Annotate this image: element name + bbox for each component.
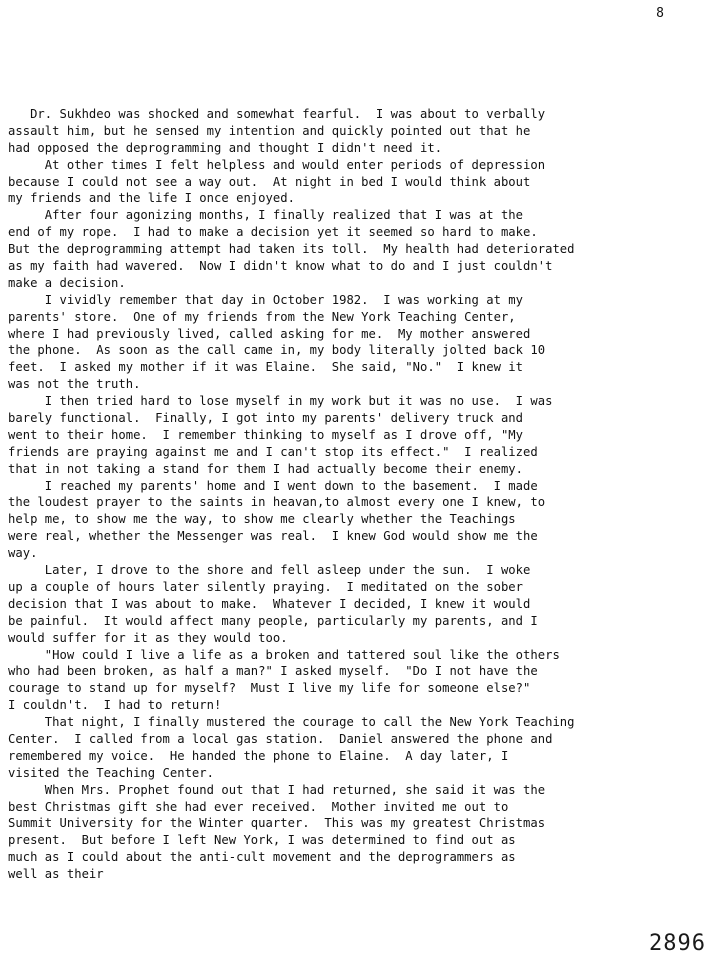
text-line: After four agonizing months, I finally realized that I was at the (8, 208, 524, 223)
text-line: "How could I live a life as a broken and tattered soul like the others (8, 647, 560, 662)
text-line: Summit University for the Winter quarter. This was my greatest Christmas (8, 816, 546, 831)
text-line: Center. I called from a local gas station. Daniel answered the phone and (8, 731, 553, 746)
text-line: present. But before I left New York, I was determined to find out as (8, 833, 516, 848)
page-number: 8 (656, 6, 664, 21)
text-line: the loudest prayer to the saints in heavan,to almost every one I knew, to (8, 495, 546, 510)
text-line: I reached my parents' home and I went down to the basement. I made (8, 478, 538, 493)
text-line: At other times I felt helpless and would enter periods of depression (8, 157, 546, 172)
text-line: well as their (8, 867, 104, 882)
text-line: end of my rope. I had to make a decision yet it seemed so hard to make. (8, 225, 538, 240)
text-line: make a decision. (8, 275, 126, 290)
text-line: help me, to show me the way, to show me clearly whether the Teachings (8, 512, 516, 527)
text-line: would suffer for it as they would too. (8, 630, 288, 645)
text-line: way. (8, 546, 38, 561)
document-stamp-number: 2896 (649, 931, 706, 956)
text-line: parents' store. One of my friends from the New York Teaching Center, (8, 309, 516, 324)
text-line: had opposed the deprogramming and thought I didn't need it. (8, 140, 443, 155)
text-line: Dr. Sukhdeo was shocked and somewhat fearful. I was about to verbally (8, 107, 546, 121)
text-line: up a couple of hours later silently praying. I meditated on the sober (8, 579, 524, 594)
text-line: But the deprogramming attempt had taken its toll. My health had deteriorated (8, 242, 575, 257)
text-line: feet. I asked my mother if it was Elaine. She said, "No." I knew it (8, 360, 524, 375)
text-line: barely functional. Finally, I got into my parents' delivery truck and (8, 411, 524, 426)
text-line: I then tried hard to lose myself in my work but it was no use. I was (8, 394, 553, 409)
text-line: remembered my voice. He handed the phone to Elaine. A day later, I (8, 748, 509, 763)
text-line: assault him, but he sensed my intention and quickly pointed out that he (8, 123, 531, 138)
text-line: because I could not see a way out. At night in bed I would think about (8, 174, 531, 189)
text-line: much as I could about the anti-cult movement and the deprogrammers as (8, 850, 516, 865)
text-line: that in not taking a stand for them I had actually become their enemy. (8, 461, 524, 476)
text-line: Later, I drove to the shore and fell asleep under the sun. I woke (8, 563, 531, 578)
text-line: visited the Teaching Center. (8, 765, 215, 780)
text-line: friends are praying against me and I can't stop its effect." I realized (8, 444, 538, 459)
text-line: be painful. It would affect many people, particularly my parents, and I (8, 613, 538, 628)
text-line: That night, I finally mustered the courage to call the New York Teaching (8, 715, 575, 730)
text-line: as my faith had wavered. Now I didn't know what to do and I just couldn't (8, 259, 553, 274)
text-line: my friends and the life I once enjoyed. (8, 191, 295, 206)
text-line: decision that I was about to make. Whatever I decided, I knew it would (8, 596, 531, 611)
text-line: I vividly remember that day in October 1982. I was working at my (8, 292, 524, 307)
text-line: went to their home. I remember thinking to myself as I drove off, "My (8, 427, 524, 442)
text-line: who had been broken, as half a man?" I asked myself. "Do I not have the (8, 664, 538, 679)
body-text (8, 106, 708, 883)
text-line: the phone. As soon as the call came in, my body literally jolted back 10 (8, 343, 546, 358)
text-line: When Mrs. Prophet found out that I had returned, she said it was the (8, 782, 546, 797)
text-line: courage to stand up for myself? Must I live my life for someone else?" (8, 681, 531, 696)
text-line: where I had previously lived, called asking for me. My mother answered (8, 326, 531, 341)
text-line: I couldn't. I had to return! (8, 698, 222, 713)
text-line: was not the truth. (8, 377, 141, 392)
text-line: were real, whether the Messenger was real. I knew God would show me the (8, 529, 538, 544)
text-line: best Christmas gift she had ever received. Mother invited me out to (8, 799, 509, 814)
